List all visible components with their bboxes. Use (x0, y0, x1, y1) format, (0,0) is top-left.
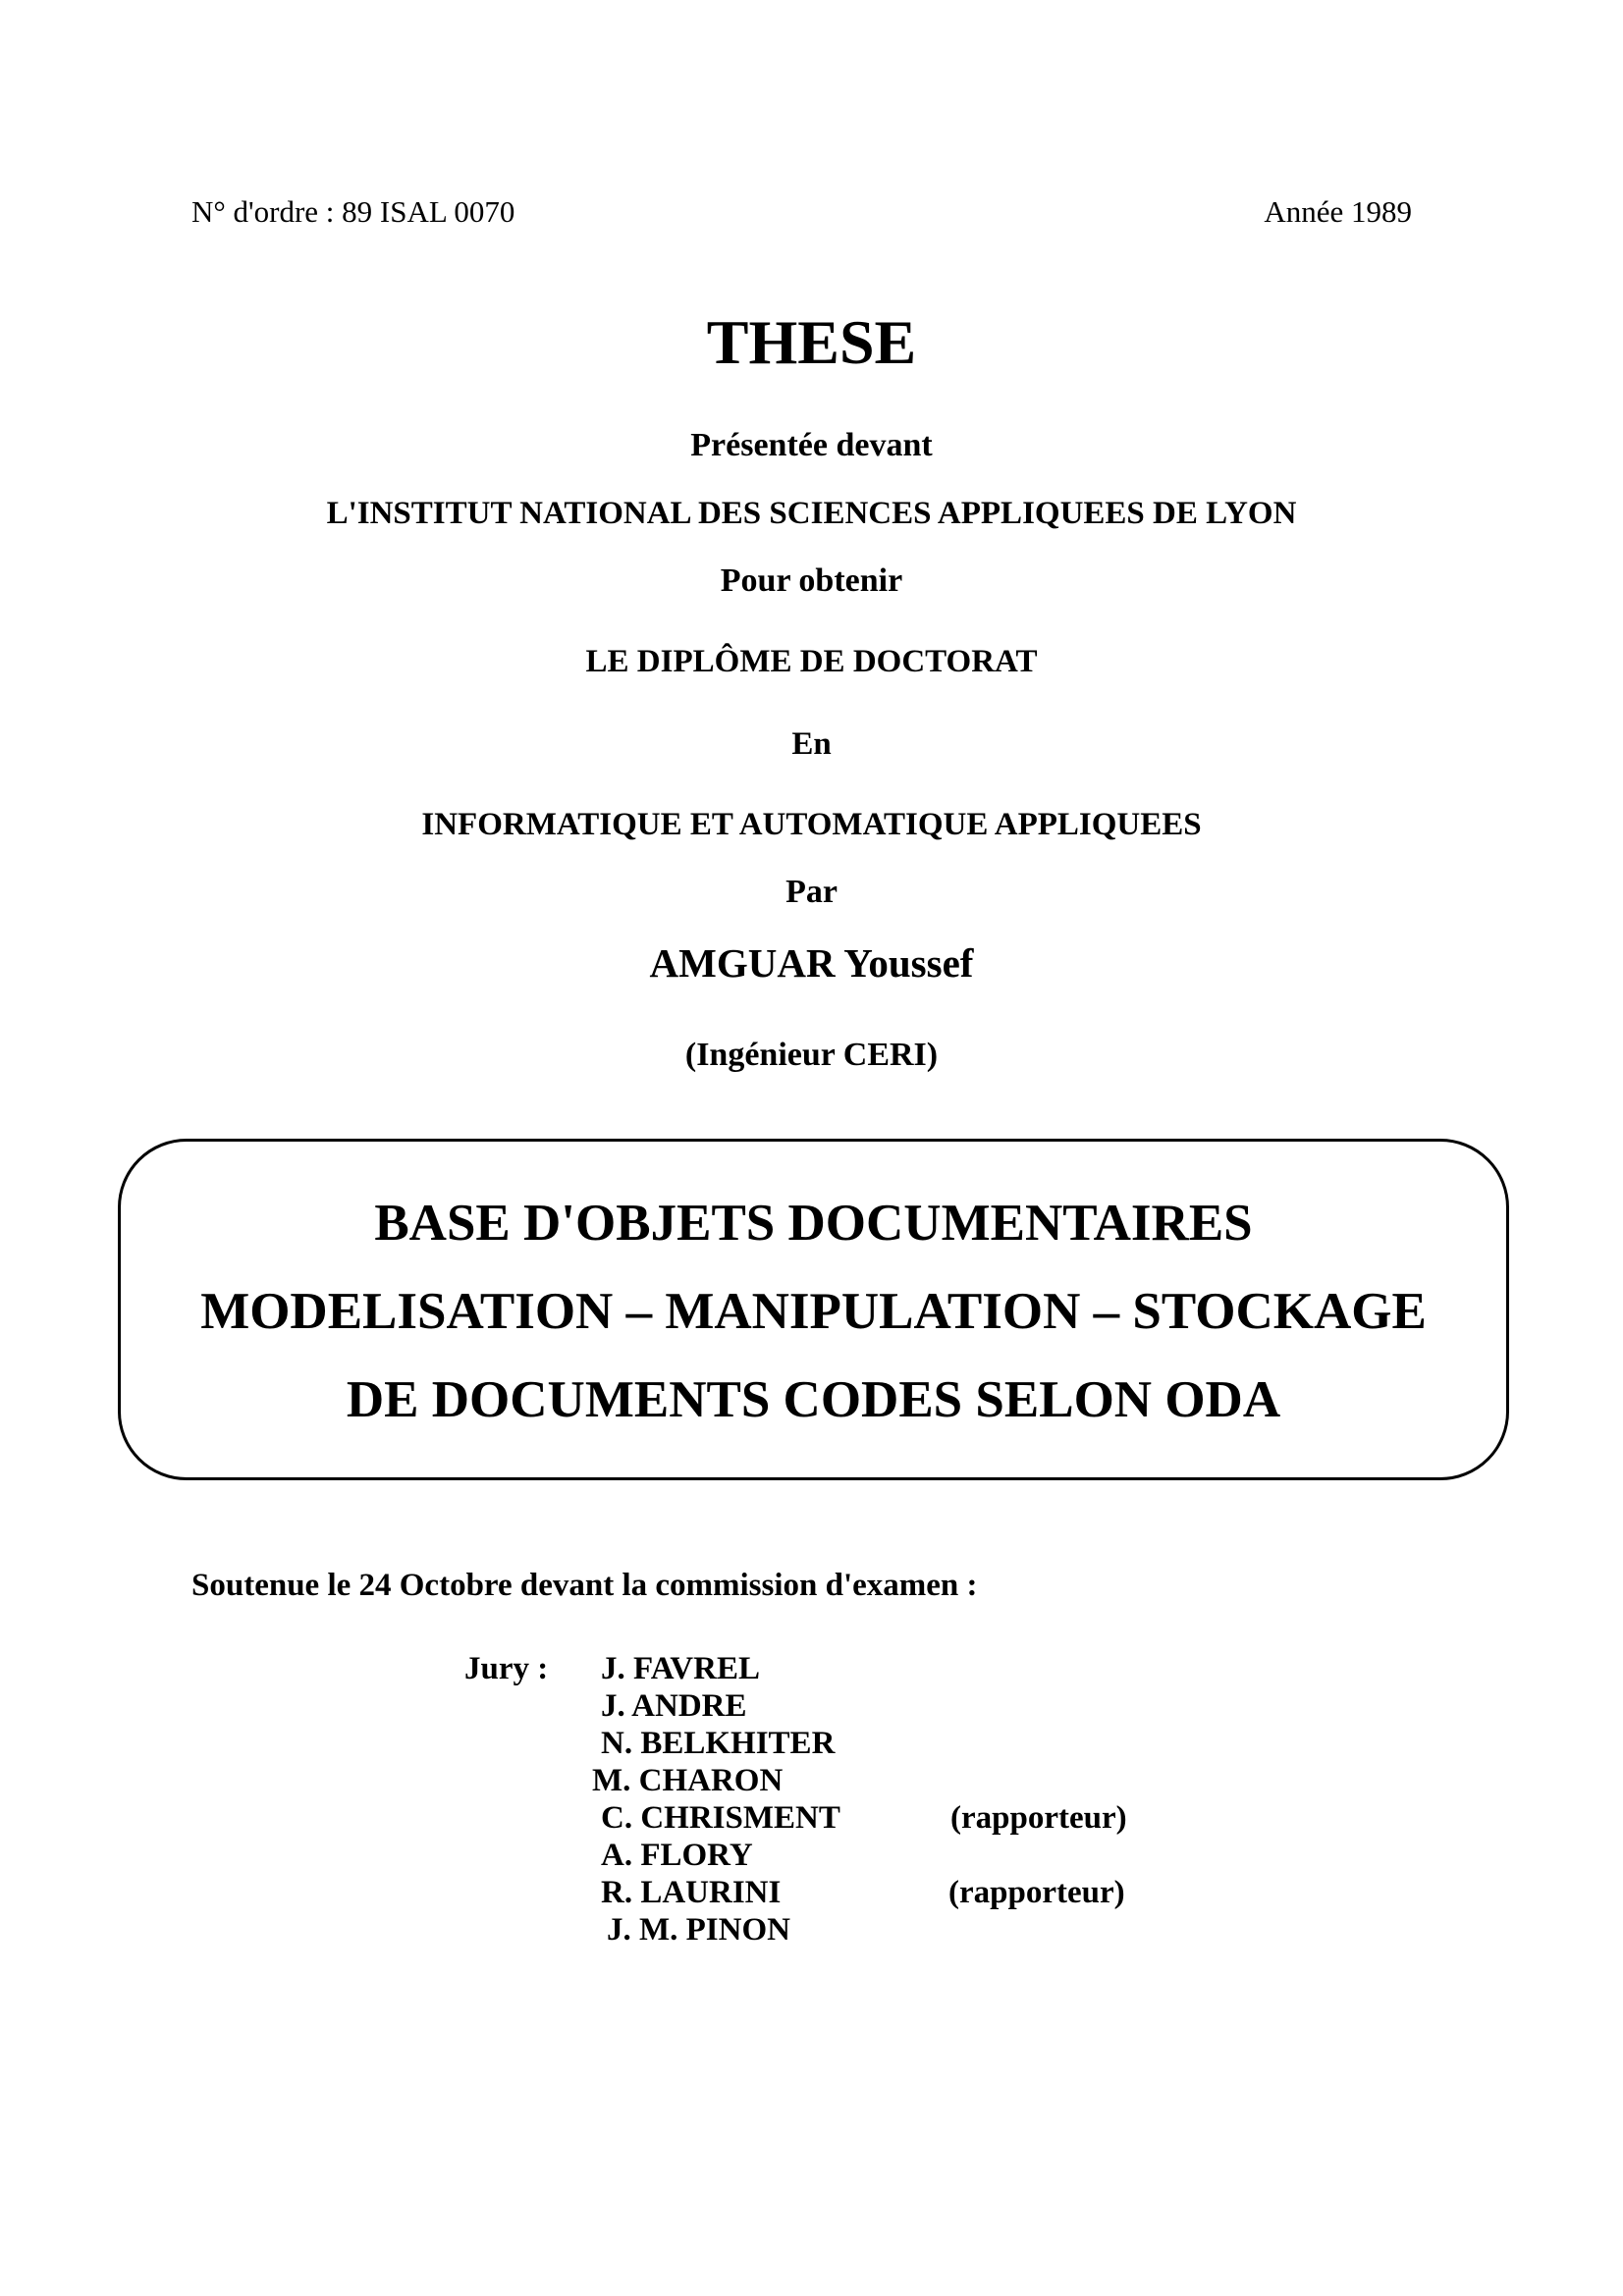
author-name: AMGUAR Youssef (649, 940, 974, 986)
jury-member-name: C. CHRISMENT (601, 1800, 840, 1836)
order-number: N° d'ordre : 89 ISAL 0070 (191, 194, 515, 229)
author-title: (Ingénieur CERI) (684, 1037, 939, 1073)
jury-member-role: (rapporteur) (948, 1875, 1125, 1910)
jury-label: Jury : (464, 1651, 549, 1686)
par-line: Par (785, 874, 838, 910)
jury-member-name: R. LAURINI (601, 1875, 782, 1910)
en-line: En (791, 726, 832, 762)
jury-member-name: J. ANDRE (601, 1688, 747, 1724)
jury-member-role: (rapporteur) (950, 1800, 1127, 1836)
thesis-title-line-3: DE DOCUMENTS CODES SELON ODA (346, 1371, 1281, 1428)
thesis-title-box (118, 1139, 1509, 1480)
thesis-title-line-1: BASE D'OBJETS DOCUMENTAIRES (374, 1195, 1253, 1252)
field-name: INFORMATIQUE ET AUTOMATIQUE APPLIQUEES (421, 807, 1202, 842)
diploma-name: LE DIPLÔME DE DOCTORAT (585, 644, 1038, 679)
jury-member-name: A. FLORY (601, 1838, 753, 1873)
year: Année 1989 (1264, 194, 1412, 229)
page-title: THESE (706, 307, 917, 377)
jury-member-name: J. FAVREL (601, 1651, 760, 1686)
thesis-title-line-2: MODELISATION – MANIPULATION – STOCKAGE (200, 1283, 1427, 1340)
institute-name: L'INSTITUT NATIONAL DES SCIENCES APPLIQUEES DE LYON (326, 496, 1297, 531)
presented-line: Présentée devant (690, 427, 933, 463)
obtain-line: Pour obtenir (720, 562, 903, 599)
defense-statement: Soutenue le 24 Octobre devant la commission d'examen : (191, 1568, 978, 1603)
jury-member-name: M. CHARON (592, 1763, 784, 1798)
jury-member-name: J. M. PINON (607, 1912, 790, 1948)
jury-member-name: N. BELKHITER (601, 1726, 836, 1761)
